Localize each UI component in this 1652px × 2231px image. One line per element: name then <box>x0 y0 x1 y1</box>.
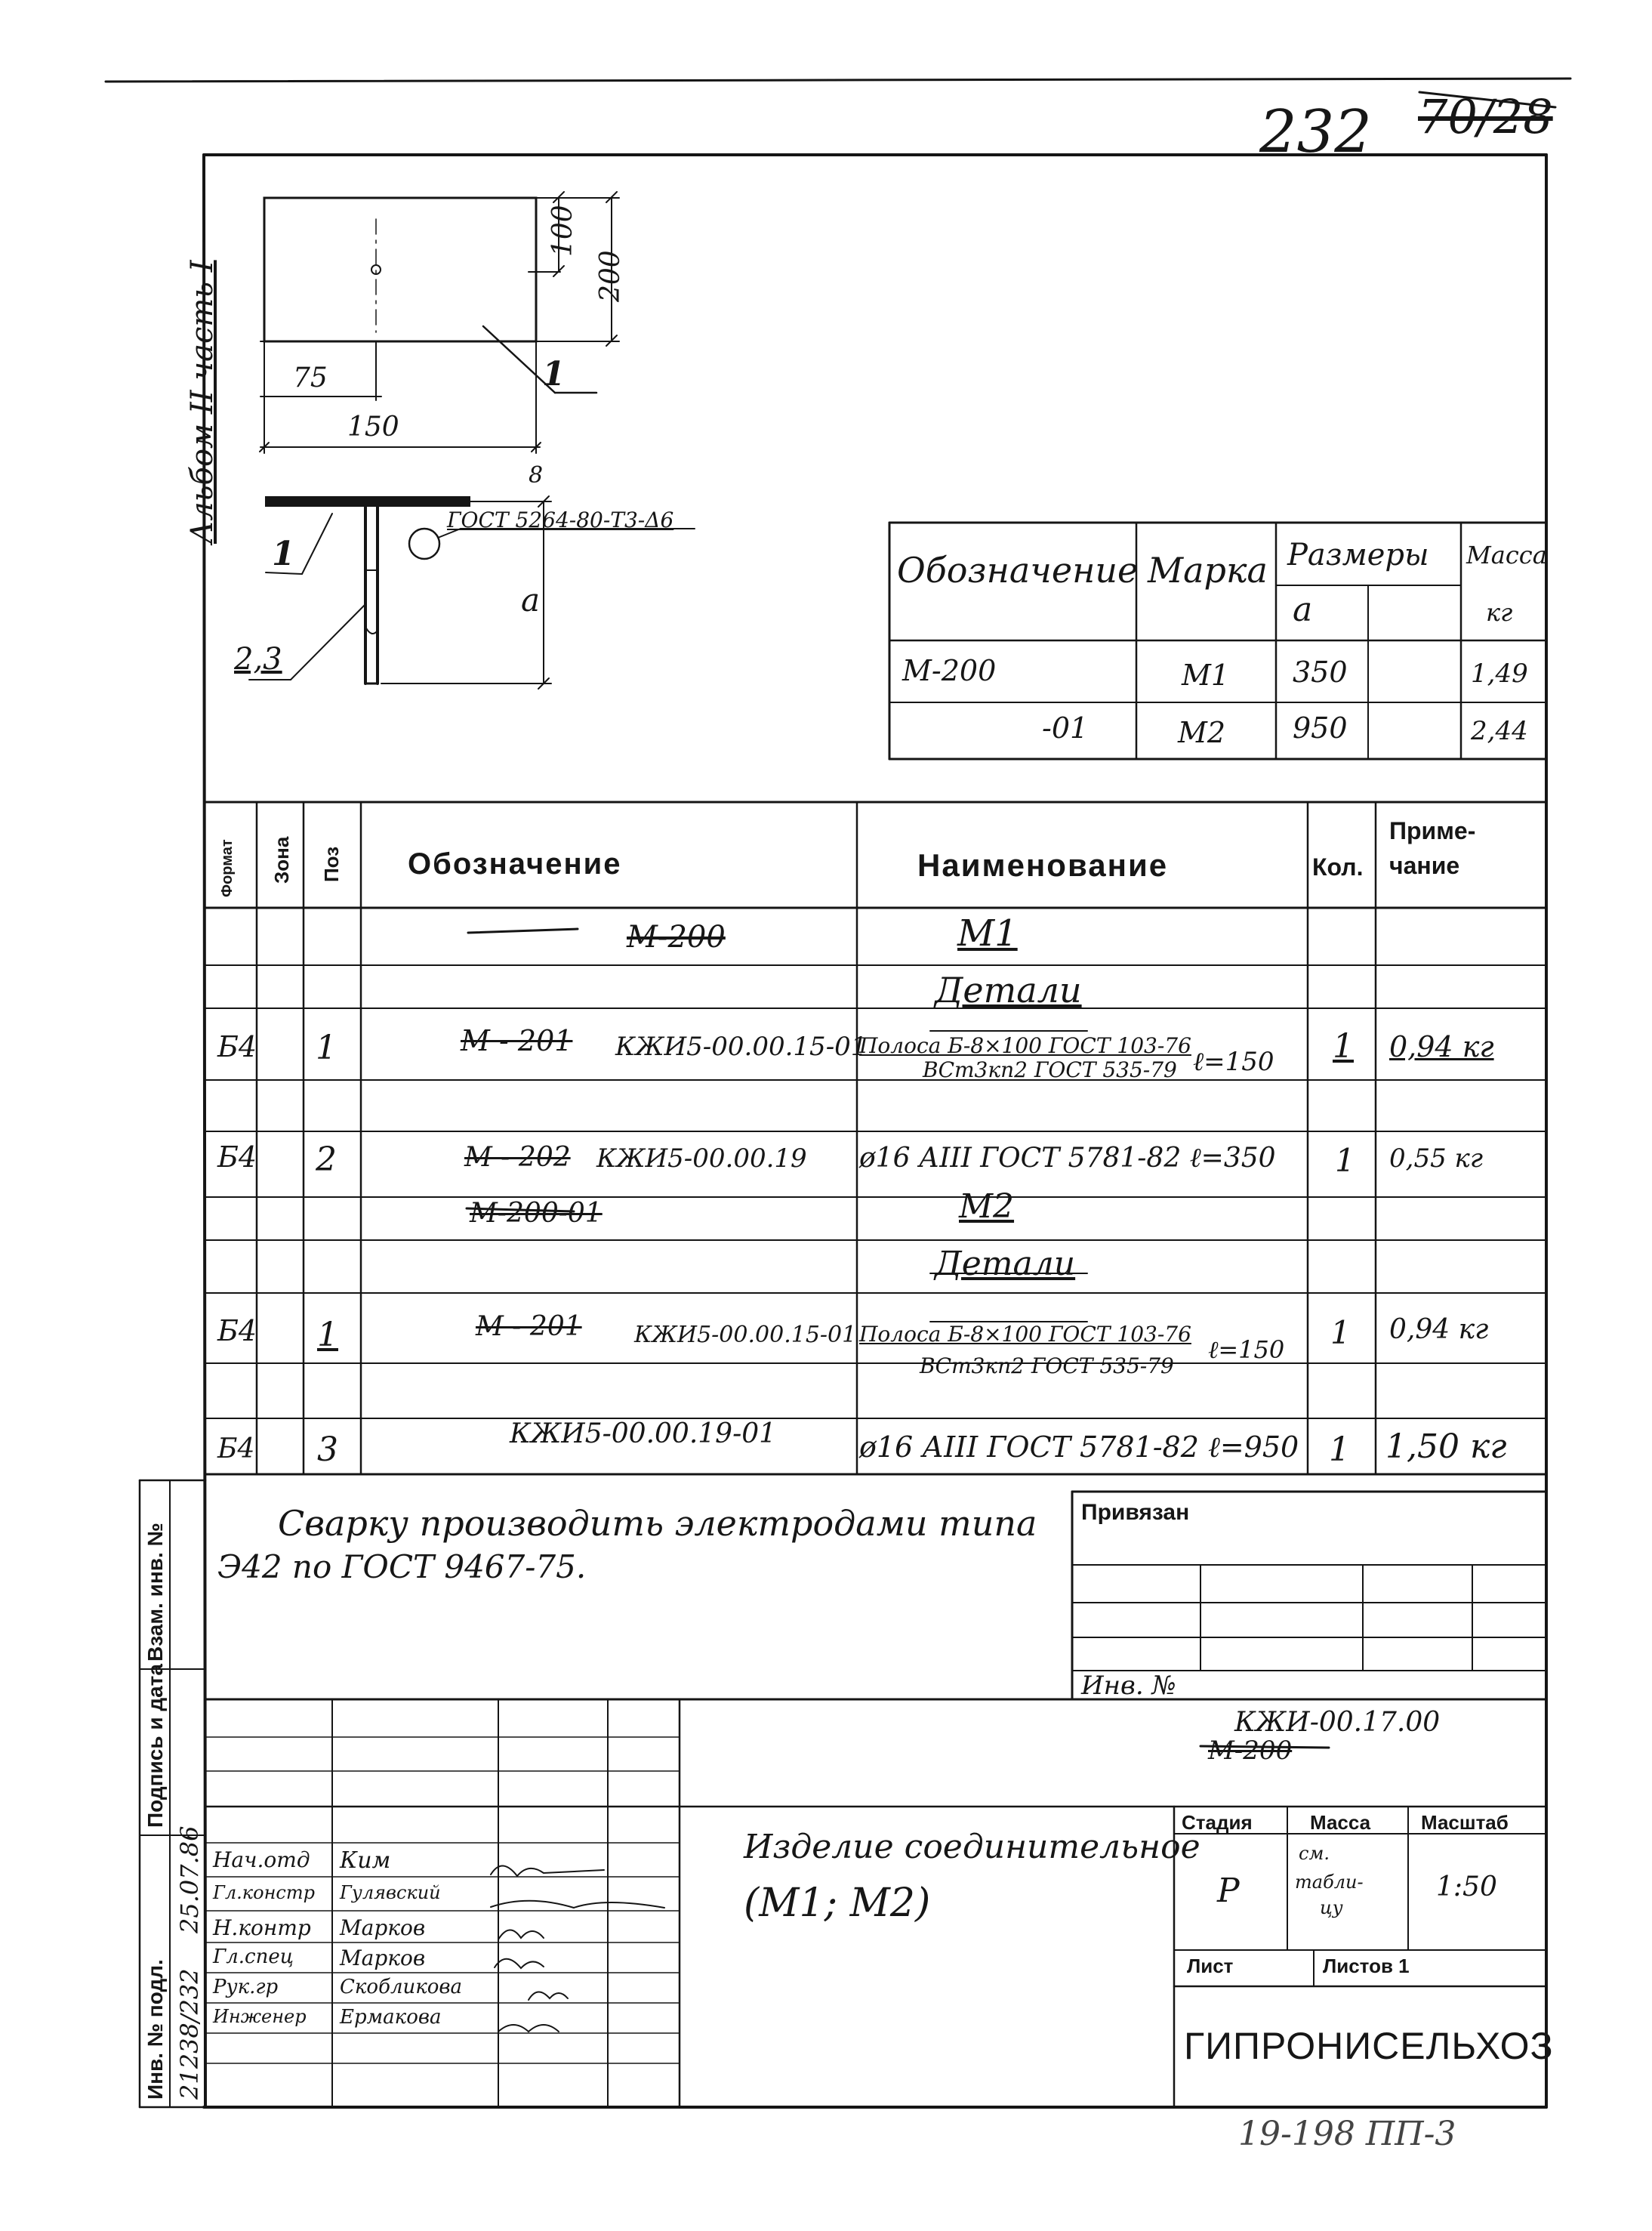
spec-header-zona: Зона <box>270 836 293 884</box>
doc-code-old: М-200 <box>1208 1736 1293 1766</box>
spec-r5-format: Б4 <box>217 1140 257 1174</box>
dim-100: 100 <box>547 205 578 257</box>
stadia-value: Р <box>1217 1872 1240 1910</box>
role-5: Рук.гр <box>213 1976 279 1998</box>
role-5-name: Скобликова <box>340 1976 463 1998</box>
spec-r10-name: ø16 АIII ГОСТ 5781-82 ℓ=950 <box>859 1430 1299 1464</box>
variant-row-1-oboz: М-200 <box>902 654 997 687</box>
role-4-name: Марков <box>340 1946 426 1970</box>
variant-header-marka: Марка <box>1148 550 1268 591</box>
spec-r6-name: М2 <box>959 1187 1015 1226</box>
doc-title-line-2: (М1; М2) <box>744 1881 931 1926</box>
spec-r3-prim: 0,94 кг <box>1389 1030 1494 1063</box>
variant-row-1-a: 350 <box>1293 656 1348 689</box>
spec-r3-length: ℓ=150 <box>1193 1047 1274 1077</box>
dim-150: 150 <box>347 412 399 443</box>
variant-row-1-marka: М1 <box>1182 659 1230 692</box>
spec-r8-prim: 0,94 кг <box>1389 1314 1489 1345</box>
sheet-number-old: 70/28 <box>1418 89 1553 144</box>
stadia-header: Стадия <box>1182 1811 1253 1834</box>
spec-r5-name: ø16 АIII ГОСТ 5781-82 ℓ=350 <box>859 1143 1276 1174</box>
spec-r1-oboz: М-200 <box>627 920 726 955</box>
spec-r3-oboz: КЖИ5-00.00.15-01 <box>615 1032 868 1062</box>
spec-r8-name: Полоса Б-8×100 ГОСТ 103-76 <box>859 1322 1191 1347</box>
spec-r10-kol: 1 <box>1329 1430 1350 1469</box>
spec-r3-format: Б4 <box>217 1030 257 1063</box>
welding-note-line-2: Э42 по ГОСТ 9467-75. <box>217 1548 587 1585</box>
massa-value-3: цу <box>1320 1897 1343 1918</box>
spec-header-poz: Поз <box>320 846 343 882</box>
spec-r2-name: Детали <box>935 970 1082 1011</box>
weld-note: ГОСТ 5264-80-Т3-Δ6 <box>447 508 674 532</box>
variant-row-2-massa: 2,44 <box>1471 716 1528 746</box>
role-6-name: Ермакова <box>340 2006 442 2029</box>
variant-row-2-oboz: -01 <box>1042 711 1089 745</box>
spec-r6-oboz: М-200-01 <box>470 1198 603 1229</box>
spec-r3-oboz-old: М - 201 <box>461 1024 573 1057</box>
leader-1-top: 1 <box>542 355 566 393</box>
massa-value-1: см. <box>1299 1843 1330 1864</box>
spec-r10-prim: 1,50 кг <box>1385 1427 1507 1466</box>
spec-r3-poz: 1 <box>316 1029 337 1067</box>
spec-r8-format: Б4 <box>217 1314 257 1347</box>
role-3: Н.контр <box>213 1915 311 1940</box>
stamp-podpis-data: Подпись и дата <box>143 1664 167 1828</box>
variant-row-2-marka: М2 <box>1178 716 1226 749</box>
album-side-label: Альбом II часть I <box>185 260 220 544</box>
variant-header-kg: кг <box>1486 598 1513 627</box>
dim-8: 8 <box>529 462 544 489</box>
variant-header-massa: Масса <box>1466 541 1547 569</box>
role-6: Инженер <box>213 2006 307 2027</box>
role-1-name: Ким <box>340 1847 391 1874</box>
inv-no-label: Инв. № <box>1081 1671 1176 1701</box>
privyazan-label: Привязан <box>1081 1500 1190 1525</box>
spec-r8-oboz-old: М - 201 <box>476 1311 582 1342</box>
spec-r4-name: ВСт3кп2 ГОСТ 535-79 <box>923 1057 1177 1082</box>
dim-200: 200 <box>595 250 626 302</box>
spec-header-format: Формат <box>219 839 236 897</box>
organization-name: ГИПРОНИСЕЛЬХОЗ <box>1184 2025 1554 2067</box>
spec-header-naimenovanie: Наименование <box>917 847 1169 883</box>
stamp-date-value: 25.07.86 <box>175 1825 204 1933</box>
role-2: Гл.констр <box>213 1882 315 1903</box>
spec-r10-oboz: КЖИ5-00.00.19-01 <box>510 1418 777 1449</box>
spec-r3-kol: 1 <box>1333 1027 1354 1066</box>
spec-r10-poz: 3 <box>317 1430 338 1469</box>
spec-r5-oboz: КЖИ5-00.00.19 <box>596 1143 807 1174</box>
role-3-name: Марков <box>340 1915 426 1940</box>
role-1: Нач.отд <box>213 1847 310 1872</box>
variant-header-a: a <box>1293 591 1313 629</box>
spec-r8-kol: 1 <box>1330 1314 1351 1351</box>
dim-a: a <box>521 582 541 619</box>
welding-note-line-1: Сварку производить электродами типа <box>278 1503 1037 1544</box>
leader-2-3: 2,3 <box>234 642 282 677</box>
spec-header-prim-1: Приме- <box>1389 817 1476 844</box>
spec-r10-format: Б4 <box>217 1433 255 1464</box>
spec-r5-kol: 1 <box>1335 1142 1355 1179</box>
sheet-number: 232 <box>1259 98 1372 166</box>
spec-r5-oboz-old: М - 202 <box>464 1142 571 1173</box>
masshtab-value: 1:50 <box>1436 1872 1497 1902</box>
stamp-vzam-inv: Взам. инв. № <box>143 1523 167 1662</box>
spec-r5-prim: 0,55 кг <box>1389 1143 1483 1174</box>
spec-r7-name: Детали <box>935 1245 1076 1283</box>
album-code: 19-198 ПП-3 <box>1238 2115 1456 2153</box>
spec-r5-poz: 2 <box>316 1140 337 1179</box>
spec-r9-name: ВСт3кп2 ГОСТ 535-79 <box>920 1353 1174 1378</box>
doc-code: КЖИ-00.17.00 <box>1234 1707 1441 1738</box>
list-label: Лист <box>1187 1955 1234 1977</box>
spec-header-kol: Кол. <box>1312 853 1364 881</box>
spec-r8-oboz: КЖИ5-00.00.15-01 <box>634 1322 857 1348</box>
listov-label: Листов 1 <box>1323 1955 1410 1977</box>
variant-header-razmery: Размеры <box>1287 538 1429 572</box>
leader-1-left: 1 <box>272 535 295 573</box>
spec-r1-name: М1 <box>957 912 1018 955</box>
spec-header-prim-2: чание <box>1389 852 1460 879</box>
stamp-inv-podl: Инв. № подл. <box>143 1959 167 2100</box>
role-2-name: Гулявский <box>340 1882 441 1903</box>
variant-row-2-a: 950 <box>1293 711 1348 745</box>
spec-r3-name: Полоса Б-8×100 ГОСТ 103-76 <box>859 1033 1191 1058</box>
spec-r8-length: ℓ=150 <box>1208 1335 1285 1364</box>
stamp-inv-value: 21238/232 <box>175 1968 204 2100</box>
masshtab-header: Масштаб <box>1421 1811 1509 1834</box>
role-4: Гл.спец <box>213 1946 294 1968</box>
variant-header-oboznachenie: Обозначение <box>897 550 1139 591</box>
dim-75: 75 <box>293 363 328 393</box>
spec-r8-poz: 1 <box>317 1316 338 1354</box>
variant-row-1-massa: 1,49 <box>1471 659 1528 689</box>
massa-header: Масса <box>1310 1811 1371 1834</box>
spec-header-oboznachenie: Обозначение <box>408 847 622 881</box>
doc-title-line-1: Изделие соединительное <box>744 1828 1200 1866</box>
massa-value-2: табли- <box>1295 1872 1364 1893</box>
